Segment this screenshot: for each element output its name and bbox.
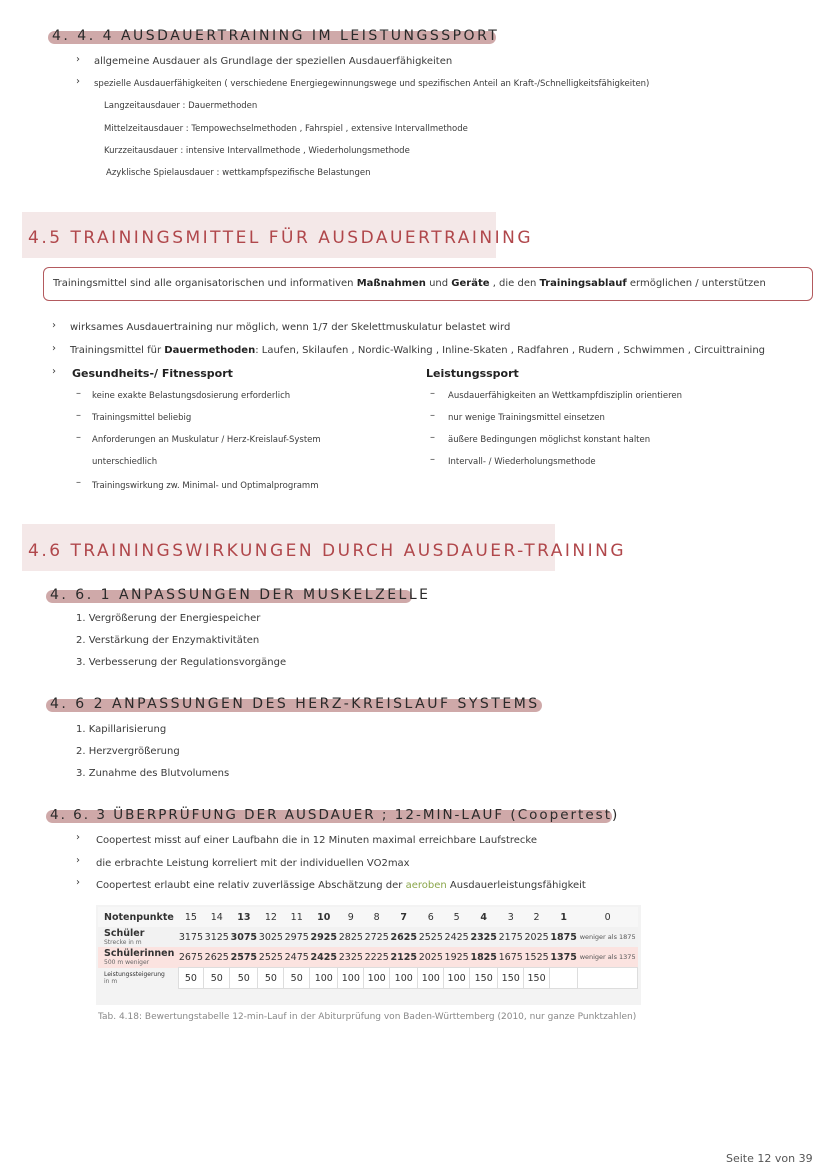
dash-icon: – [76, 432, 81, 443]
subsection-title-4-6-3: 4. 6. 3 ÜBERPRÜFUNG DER AUSDAUER ; 12-MIN-LAUF (Coopertest) [50, 807, 620, 823]
subsection-title-4-4-4: 4. 4. 4 AUSDAUERTRAINING IM LEISTUNGSSPORT [52, 28, 500, 44]
table-cell: 2025 [418, 951, 443, 963]
list-item: Azyklische Spielausdauer : wettkampfspezifische Belastungen [106, 168, 371, 178]
section-title-4-5: 4.5 TRAININGSMITTEL FÜR AUSDAUERTRAINING [28, 228, 534, 248]
points-header-cell: 7 [400, 911, 408, 923]
list-item: Trainingsmittel für Dauermethoden: Laufen, Skilaufen , Nordic-Walking , Inline-Skaten , Radfahren , Rudern , Schwimmen , Circuittraining [70, 345, 765, 356]
chevron-right-icon: › [76, 832, 80, 843]
table-cell: 2975 [284, 931, 309, 943]
table-cell: 2225 [364, 951, 389, 963]
table-cell: 1675 [498, 951, 523, 963]
list-item: Mittelzeitausdauer : Tempowechselmethoden , Fahrspiel , extensive Intervallmethode [104, 124, 468, 134]
table-header-label: Notenpunkte [104, 911, 174, 923]
list-item: Ausdauerfähigkeiten an Wettkampfdisziplin orientieren [448, 391, 683, 401]
table-cell: 2425 [444, 931, 469, 943]
list-item: wirksames Ausdauertraining nur möglich, wenn 1/7 der Skelettmuskulatur belastet wird [70, 322, 511, 333]
table-cell: 2675 [178, 951, 204, 963]
list-item: Coopertest erlaubt eine relativ zuverlässige Abschätzung der aeroben Ausdauerleistungsfähigkeit [96, 880, 586, 891]
table-cell: 50 [204, 968, 230, 989]
table-header-row [98, 907, 638, 927]
table-cell: 2325 [338, 951, 363, 963]
points-header-cell: 0 [604, 911, 611, 923]
list-item: 1. Vergrößerung der Energiespeicher [76, 613, 261, 624]
table-cell: 2325 [470, 931, 497, 943]
list-item: unterschiedlich [92, 457, 158, 467]
dash-icon: – [430, 388, 435, 399]
subsection-title-4-6-2: 4. 6 2 ANPASSUNGEN DES HERZ-KREISLAUF SYSTEMS [50, 696, 540, 712]
table-cell: 2575 [230, 951, 258, 963]
dash-icon: – [76, 388, 81, 399]
page-number: Seite 12 von 39 [726, 1152, 813, 1165]
table-cell: 100 [338, 968, 364, 989]
table-cell [550, 968, 578, 989]
list-item: spezielle Ausdauerfähigkeiten ( verschiedene Energiegewinnungswege und spezifischen Anteil an Kraft-/Schnelligkeitsfähigkeiten) [94, 79, 650, 89]
list-item: keine exakte Belastungsdosierung erforderlich [92, 391, 291, 401]
table-cell: 50 [258, 968, 284, 989]
row-label: Schüler Strecke in m [104, 928, 145, 946]
section-title-4-6: 4.6 TRAININGSWIRKUNGEN DURCH AUSDAUER-TRAINING [28, 541, 627, 561]
row-label: Leistungssteigerung in m [104, 971, 165, 985]
list-item: Anforderungen an Muskulatur / Herz-Kreislauf-System [92, 435, 321, 445]
points-header-cell: 4 [480, 911, 487, 923]
table-cell: 50 [230, 968, 258, 989]
table-cell: 2725 [364, 931, 389, 943]
definition-text: Trainingsmittel sind alle organisatorischen und informativen Maßnahmen und Geräte , die den Trainingsablauf ermöglichen / unterstützen [53, 278, 766, 289]
list-item: Intervall- / Wiederholungsmethode [448, 457, 596, 467]
chevron-right-icon: › [76, 877, 80, 888]
table-cell: 150 [524, 968, 550, 989]
chevron-right-icon: › [76, 76, 80, 87]
chevron-right-icon: › [52, 320, 56, 331]
table-cell: 2625 [204, 951, 229, 963]
table-cell: 100 [444, 968, 470, 989]
list-item: äußere Bedingungen möglichst konstant halten [448, 435, 651, 445]
table-cell: 50 [178, 968, 204, 989]
list-item: 3. Zunahme des Blutvolumens [76, 768, 230, 779]
list-item: 2. Verstärkung der Enzymaktivitäten [76, 635, 260, 646]
table-cell: 150 [470, 968, 498, 989]
chevron-right-icon: › [76, 855, 80, 866]
table-cell: 100 [310, 968, 338, 989]
points-header-cell: 6 [427, 911, 434, 923]
chevron-right-icon: › [76, 54, 80, 65]
chevron-right-icon: › [52, 366, 56, 377]
column-heading-right: Leistungssport [426, 367, 519, 380]
table-cell: 100 [364, 968, 390, 989]
points-header-cell: 2 [533, 911, 540, 923]
row-label: Schülerinnen 500 m weniger [104, 948, 175, 967]
points-header-cell: 15 [184, 911, 197, 923]
table-cell: 100 [390, 968, 418, 989]
list-item: 1. Kapillarisierung [76, 724, 167, 735]
list-item: allgemeine Ausdauer als Grundlage der speziellen Ausdauerfähigkeiten [94, 56, 453, 67]
table-cell: weniger als 1375 [579, 953, 636, 961]
list-item: Langzeitausdauer : Dauermethoden [104, 101, 258, 111]
points-header-cell: 10 [317, 911, 331, 923]
dash-icon: – [430, 410, 435, 421]
dash-icon: – [76, 410, 81, 421]
points-header-cell: 13 [237, 911, 251, 923]
list-item: Coopertest misst auf einer Laufbahn die in 12 Minuten maximal erreichbare Laufstrecke [96, 835, 537, 846]
table-cell: 1925 [444, 951, 469, 963]
points-header-cell: 8 [373, 911, 380, 923]
table-cell: 2525 [418, 931, 443, 943]
table-cell: 2475 [284, 951, 309, 963]
table-cell: 2175 [498, 931, 523, 943]
table-cell: 2925 [310, 931, 337, 943]
table-cell: 3075 [230, 931, 258, 943]
table-cell: 3025 [258, 931, 283, 943]
table-cell: 3175 [178, 931, 204, 943]
dash-icon: – [76, 477, 81, 488]
table-cell: 2425 [310, 951, 337, 963]
table-cell [578, 968, 638, 989]
list-item: 3. Verbesserung der Regulationsvorgänge [76, 657, 287, 668]
table-cell: 2825 [338, 931, 363, 943]
table-cell: 2125 [390, 951, 417, 963]
points-header-cell: 14 [210, 911, 223, 923]
points-header-cell: 12 [264, 911, 277, 923]
table-caption: Tab. 4.18: Bewertungstabelle 12-min-Lauf in der Abiturprüfung von Baden-Württemberg (2010, nur ganze Punktzahlen) [98, 1012, 637, 1022]
table-cell: 1375 [550, 951, 577, 963]
table-cell: 1525 [524, 951, 549, 963]
table-row [98, 968, 638, 989]
list-item: Trainingswirkung zw. Minimal- und Optimalprogramm [92, 481, 319, 491]
table-cell: 50 [284, 968, 310, 989]
list-item: Trainingsmittel beliebig [92, 413, 192, 423]
grading-table [98, 907, 638, 989]
points-header-cell: 11 [290, 911, 303, 923]
list-item: die erbrachte Leistung korreliert mit der individuellen VO2max [96, 858, 410, 869]
table-cell: 3125 [204, 931, 229, 943]
list-item: 2. Herzvergrößerung [76, 746, 180, 757]
list-item: Kurzzeitausdauer : intensive Intervallmethode , Wiederholungsmethode [104, 146, 410, 156]
dash-icon: – [430, 454, 435, 465]
points-header-cell: 9 [347, 911, 354, 923]
table-cell: 100 [418, 968, 444, 989]
points-header-cell: 5 [453, 911, 460, 923]
accent-word: aeroben [405, 880, 447, 891]
table-cell: 2025 [524, 931, 549, 943]
list-item: nur wenige Trainingsmittel einsetzen [448, 413, 605, 423]
chevron-right-icon: › [52, 343, 56, 354]
table-row [98, 947, 638, 968]
table-cell: 150 [498, 968, 524, 989]
points-header-cell: 3 [507, 911, 514, 923]
table-cell: 2625 [390, 931, 417, 943]
table-cell: 2525 [258, 951, 283, 963]
table-row [98, 927, 638, 947]
dash-icon: – [430, 432, 435, 443]
subsection-title-4-6-1: 4. 6. 1 ANPASSUNGEN DER MUSKELZELLE [50, 587, 431, 603]
column-heading-left: Gesundheits-/ Fitnessport [72, 367, 233, 380]
points-header-cell: 1 [560, 911, 567, 923]
table-cell: weniger als 1875 [579, 933, 636, 941]
table-cell: 1875 [550, 931, 577, 943]
table-cell: 1825 [470, 951, 497, 963]
